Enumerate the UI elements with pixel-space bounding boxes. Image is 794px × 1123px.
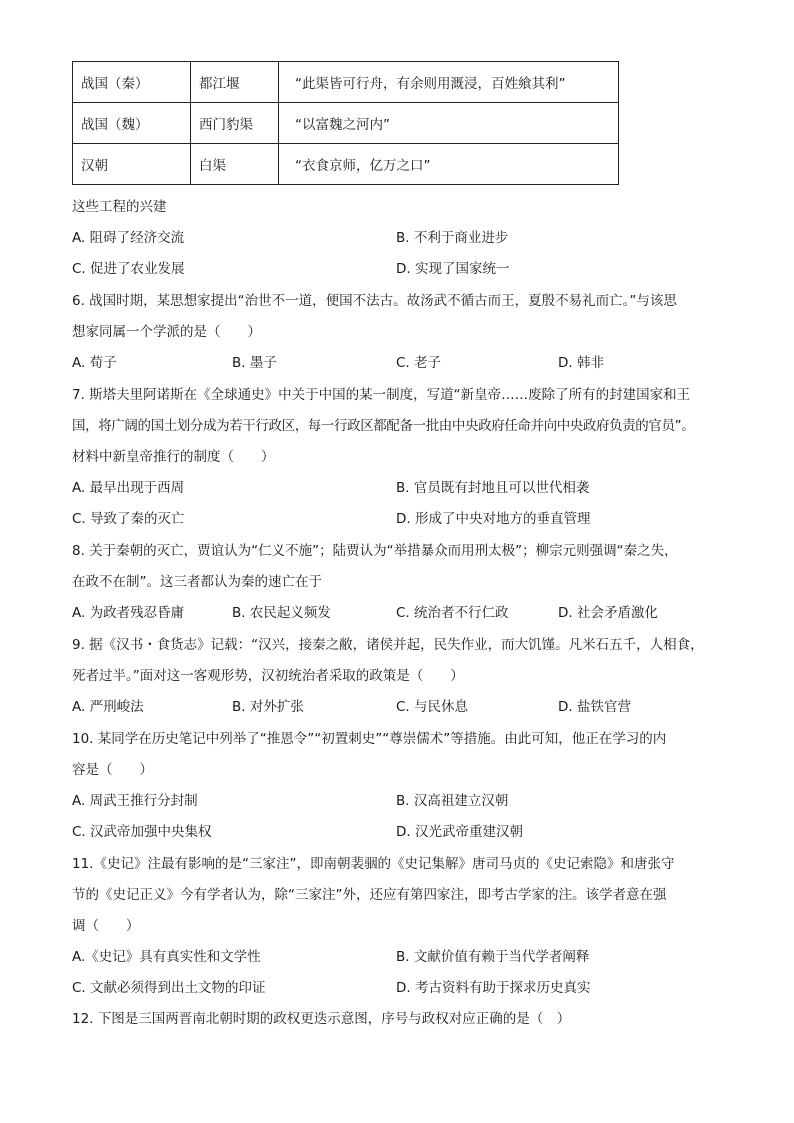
q7-option-b[interactable]: B. 官员既有封地且可以世代相袭 <box>396 480 590 496</box>
q5-option-b[interactable]: B. 不利于商业进步 <box>396 230 509 246</box>
q7-option-a[interactable]: A. 最早出现于西周 <box>72 480 185 496</box>
project-cell: 白渠 <box>191 144 279 185</box>
q7-option-d[interactable]: D. 形成了中央对地方的垂直管理 <box>396 511 591 527</box>
period-cell: 汉朝 <box>73 144 191 185</box>
q10-option-a[interactable]: A. 周武王推行分封制 <box>72 793 198 809</box>
water-projects-table <box>72 61 619 185</box>
q8-stem-line-2: 在政不在制”。这三者都认为秦的速亡在于 <box>72 574 322 590</box>
q8-option-a[interactable]: A. 为政者残忍昏庸 <box>72 605 185 621</box>
q9-stem-line-2: 死者过半。”面对这一客观形势，汉初统治者采取的政策是（ ） <box>72 668 464 684</box>
table-row <box>73 103 619 144</box>
quote-cell: “此渠皆可行舟，有余则用溉浸，百姓飨其利” <box>279 62 619 103</box>
q5-option-a[interactable]: A. 阻碍了经济交流 <box>72 230 185 246</box>
q9-option-b[interactable]: B. 对外扩张 <box>232 699 304 715</box>
period-cell: 战国（魏） <box>73 103 191 144</box>
q12-stem-line-1: 12. 下图是三国两晋南北朝时期的政权更迭示意图，序号与政权对应正确的是（ ） <box>72 1011 571 1027</box>
q11-stem-line-3: 调（ ） <box>72 918 140 934</box>
q6-option-a[interactable]: A. 荀子 <box>72 355 117 371</box>
q11-option-b[interactable]: B. 文献价值有赖于当代学者阐释 <box>396 949 590 965</box>
q9-stem-line-1: 9. 据《汉书・食货志》记载：“汉兴，接秦之敝，诸侯并起，民失作业，而大饥馑。凡米石五千，人相食， <box>72 637 704 653</box>
q9-option-c[interactable]: C. 与民休息 <box>396 699 469 715</box>
q11-option-a[interactable]: A.《史记》具有真实性和文学性 <box>72 949 261 965</box>
q7-stem-line-3: 材料中新皇帝推行的制度（ ） <box>72 449 275 465</box>
q8-option-c[interactable]: C. 统治者不行仁政 <box>396 605 509 621</box>
quote-cell: “以富魏之河内” <box>279 103 619 144</box>
q6-stem-line-1: 6. 战国时期，某思想家提出“治世不一道，便国不法古。故汤武不循古而王，夏殷不易礼而亡。”与该思 <box>72 293 677 309</box>
project-cell: 西门豹渠 <box>191 103 279 144</box>
q11-stem-line-2: 节的《史记正义》今有学者认为，除“三家注”外，还应有第四家注，即考古学家的注。该学者意在强 <box>72 887 667 903</box>
q5-stem: 这些工程的兴建 <box>72 199 167 215</box>
q7-stem-line-2: 国，将广阔的国土划分成为若干行政区，每一行政区都配备一批由中央政府任命并向中央政府负责的官员”。 <box>72 418 695 434</box>
quote-cell: “衣食京师，亿万之口” <box>279 144 619 185</box>
q8-option-b[interactable]: B. 农民起义频发 <box>232 605 331 621</box>
project-cell: 都江堰 <box>191 62 279 103</box>
q8-stem-line-1: 8. 关于秦朝的灭亡，贾谊认为“仁义不施”；陆贾认为“举措暴众而用刑太极”；柳宗元则强调“秦之失， <box>72 543 678 559</box>
q10-option-c[interactable]: C. 汉武帝加强中央集权 <box>72 824 212 840</box>
period-cell: 战国（秦） <box>73 62 191 103</box>
q10-stem-line-1: 10. 某同学在历史笔记中列举了“推恩令”“初置刺史”“尊崇儒术”等措施。由此可知，他正在学习的内 <box>72 731 667 747</box>
q6-stem-line-2: 想家同属一个学派的是（ ） <box>72 324 261 340</box>
q10-option-b[interactable]: B. 汉高祖建立汉朝 <box>396 793 509 809</box>
q5-option-d[interactable]: D. 实现了国家统一 <box>396 261 510 277</box>
q7-stem-line-1: 7. 斯塔夫里阿诺斯在《全球通史》中关于中国的某一制度，写道“新皇帝……废除了所有的封建国家和王 <box>72 387 691 403</box>
q5-option-c[interactable]: C. 促进了农业发展 <box>72 261 185 277</box>
q9-option-d[interactable]: D. 盐铁官营 <box>558 699 631 715</box>
q11-option-d[interactable]: D. 考古资料有助于探求历史真实 <box>396 980 591 996</box>
q11-option-c[interactable]: C. 文献必须得到出土文物的印证 <box>72 980 266 996</box>
q10-stem-line-2: 容是（ ） <box>72 762 153 778</box>
q6-option-d[interactable]: D. 韩非 <box>558 355 604 371</box>
q11-stem-line-1: 11.《史记》注最有影响的是“三家注”，即南朝裴骃的《史记集解》唐司马贞的《史记索隐》和唐张守 <box>72 856 675 872</box>
table-row <box>73 144 619 185</box>
table-row <box>73 62 619 103</box>
q8-option-d[interactable]: D. 社会矛盾激化 <box>558 605 658 621</box>
q9-option-a[interactable]: A. 严刑峻法 <box>72 699 144 715</box>
q6-option-b[interactable]: B. 墨子 <box>232 355 277 371</box>
q10-option-d[interactable]: D. 汉光武帝重建汉朝 <box>396 824 523 840</box>
q7-option-c[interactable]: C. 导致了秦的灭亡 <box>72 511 185 527</box>
q6-option-c[interactable]: C. 老子 <box>396 355 442 371</box>
